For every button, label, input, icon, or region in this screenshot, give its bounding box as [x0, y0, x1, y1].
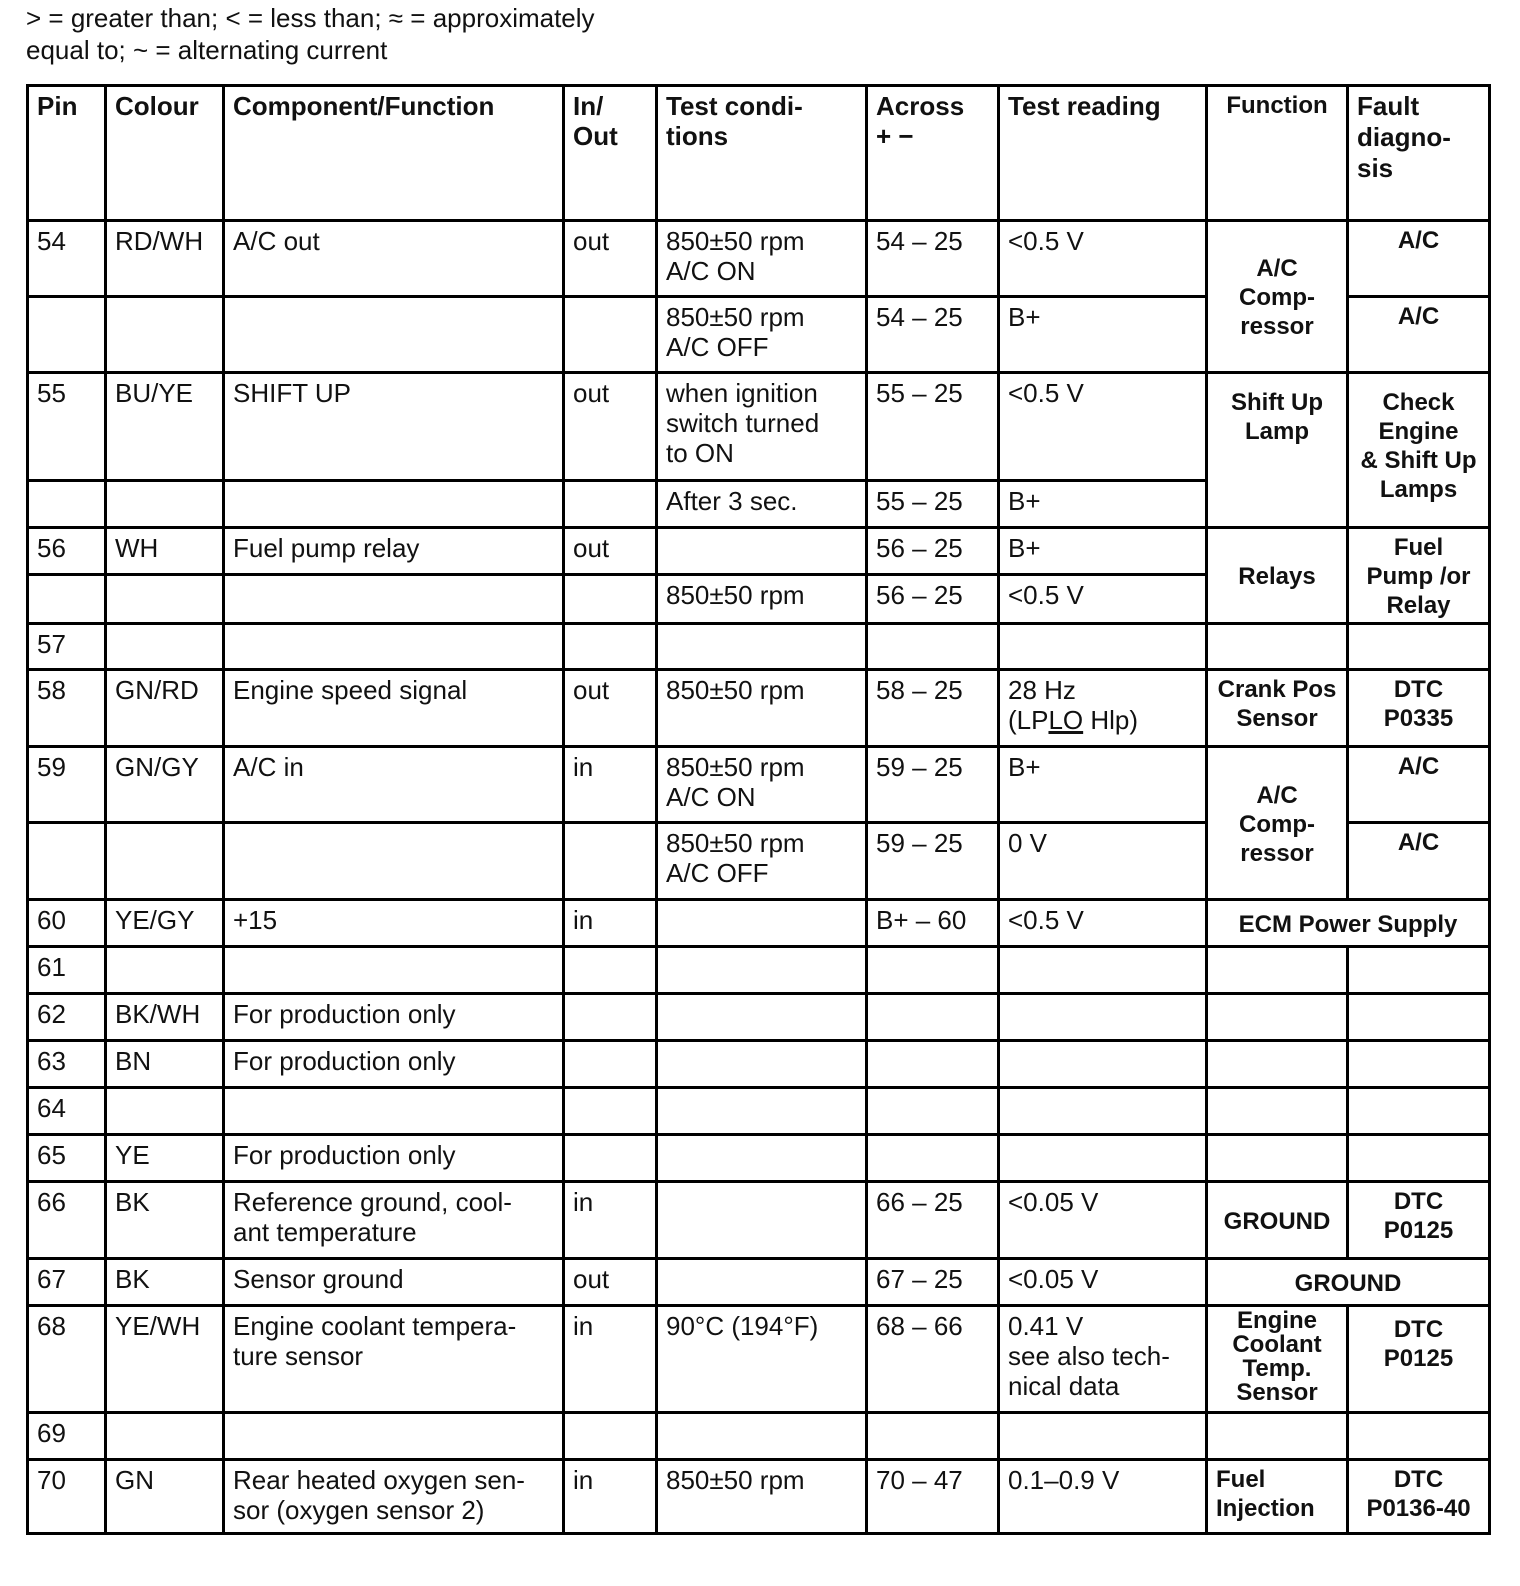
across-cell: [867, 994, 999, 1041]
reading-part-underlined: LO: [1048, 705, 1084, 735]
colour-cell: GN/GY: [106, 747, 224, 823]
inout-cell: out: [564, 670, 657, 747]
function-line: Engine: [1236, 1307, 1317, 1334]
table-row: [28, 670, 1490, 747]
colour-cell: GN: [106, 1460, 224, 1534]
component-cell: [224, 823, 564, 900]
conditions-cell: [657, 994, 867, 1041]
across-cell: 58 – 25: [867, 670, 999, 747]
reading-cell: [999, 1413, 1207, 1460]
fault-line: DTC: [1393, 676, 1444, 703]
pin-cell: 62: [28, 994, 106, 1041]
fault-cell: [1348, 1182, 1490, 1259]
fault-line: Lamps: [1379, 476, 1458, 503]
colour-cell: YE: [106, 1135, 224, 1182]
fault-cell: [1348, 1088, 1490, 1135]
component-cell: For production only: [224, 994, 564, 1041]
fault-cell: [1348, 373, 1490, 528]
pin-cell: 54: [28, 221, 106, 297]
function-cell: [1207, 994, 1348, 1041]
colour-cell: [106, 947, 224, 994]
fault-line: DTC: [1393, 1188, 1444, 1215]
function-cell: [1207, 747, 1348, 900]
table-row: [28, 747, 1490, 823]
colour-cell: BK: [106, 1259, 224, 1306]
fault-line: DTC: [1393, 1316, 1444, 1343]
inout-cell: [564, 1135, 657, 1182]
colour-cell: BK/WH: [106, 994, 224, 1041]
fault-cell: [1348, 947, 1490, 994]
fault-cell: A/C: [1348, 221, 1490, 297]
reading-cell: [999, 1135, 1207, 1182]
pin-cell: [28, 575, 106, 624]
function-line: Comp-: [1239, 810, 1315, 838]
across-cell: 56 – 25: [867, 575, 999, 624]
component-cell: [224, 1306, 564, 1413]
reading-cell: [999, 1306, 1207, 1413]
fault-cell: [1348, 624, 1490, 670]
header-function: Function: [1207, 86, 1348, 221]
component-cell: SHIFT UP: [224, 373, 564, 481]
inout-cell: [564, 575, 657, 624]
across-cell: 70 – 47: [867, 1460, 999, 1534]
conditions-line: switch turned: [666, 408, 820, 438]
conditions-cell: [657, 1088, 867, 1135]
conditions-cell: [657, 1135, 867, 1182]
header-pin: Pin: [28, 86, 106, 221]
conditions-line: A/C ON: [666, 256, 756, 286]
inout-cell: in: [564, 1460, 657, 1534]
reading-line: [1008, 705, 1197, 735]
function-line: Crank Pos: [1217, 676, 1337, 703]
conditions-cell: [657, 947, 867, 994]
function-line: ressor: [1240, 839, 1314, 867]
conditions-line: 850±50 rpm: [666, 752, 805, 782]
colour-cell: [106, 823, 224, 900]
conditions-cell: [657, 823, 867, 900]
across-cell: 68 – 66: [867, 1306, 999, 1413]
reading-cell: 0.1–0.9 V: [999, 1460, 1207, 1534]
across-cell: 59 – 25: [867, 747, 999, 823]
fault-cell: A/C: [1348, 297, 1490, 373]
table-row: [28, 1135, 1490, 1182]
conditions-cell: 90°C (194°F): [657, 1306, 867, 1413]
pin-cell: [28, 297, 106, 373]
function-line: Sensor: [1236, 1379, 1318, 1406]
function-cell: [1207, 1088, 1348, 1135]
colour-cell: [106, 1088, 224, 1135]
colour-cell: WH: [106, 528, 224, 575]
inout-cell: [564, 481, 657, 528]
inout-cell: in: [564, 747, 657, 823]
pin-cell: [28, 481, 106, 528]
component-cell: +15: [224, 900, 564, 947]
inout-cell: out: [564, 1259, 657, 1306]
fault-cell: [1348, 1306, 1490, 1413]
across-cell: 67 – 25: [867, 1259, 999, 1306]
component-cell: A/C out: [224, 221, 564, 297]
table-row: [28, 994, 1490, 1041]
across-cell: B+ – 60: [867, 900, 999, 947]
colour-cell: RD/WH: [106, 221, 224, 297]
colour-cell: BU/YE: [106, 373, 224, 481]
inout-cell: [564, 947, 657, 994]
table-row: [28, 528, 1490, 575]
fault-cell: [1348, 1041, 1490, 1088]
function-line: Lamp: [1244, 418, 1309, 445]
conditions-cell: [657, 1413, 867, 1460]
reading-cell: [999, 670, 1207, 747]
reading-cell: <0.5 V: [999, 221, 1207, 297]
component-line: Engine coolant tempera-: [233, 1311, 517, 1341]
function-cell: [1207, 1306, 1348, 1413]
component-cell: A/C in: [224, 747, 564, 823]
fault-line: P0125: [1383, 1345, 1454, 1372]
function-cell: [1207, 1041, 1348, 1088]
reading-line: see also tech-: [1008, 1341, 1170, 1371]
reading-cell: B+: [999, 481, 1207, 528]
conditions-cell: 850±50 rpm: [657, 670, 867, 747]
conditions-line: to ON: [666, 438, 734, 468]
colour-cell: BK: [106, 1182, 224, 1259]
colour-cell: [106, 297, 224, 373]
function-line: A/C: [1256, 781, 1298, 809]
pin-cell: 68: [28, 1306, 106, 1413]
component-cell: Engine speed signal: [224, 670, 564, 747]
pin-cell: 67: [28, 1259, 106, 1306]
reading-cell: [999, 994, 1207, 1041]
function-cell: [1207, 1413, 1348, 1460]
reading-line: nical data: [1008, 1371, 1120, 1401]
colour-cell: YE/GY: [106, 900, 224, 947]
component-cell: [224, 481, 564, 528]
inout-cell: in: [564, 1306, 657, 1413]
table-row: [28, 1413, 1490, 1460]
component-cell: [224, 1182, 564, 1259]
function-cell: [1207, 670, 1348, 747]
function-cell: [1207, 528, 1348, 624]
reading-cell: [999, 1088, 1207, 1135]
component-cell: Fuel pump relay: [224, 528, 564, 575]
fault-line: DTC: [1393, 1466, 1444, 1493]
inout-cell: [564, 297, 657, 373]
reading-cell: <0.5 V: [999, 575, 1207, 624]
header-colour: Colour: [106, 86, 224, 221]
reading-line: 28 Hz: [1008, 675, 1076, 705]
inout-cell: out: [564, 528, 657, 575]
across-cell: 55 – 25: [867, 373, 999, 481]
across-cell: [867, 1135, 999, 1182]
function-cell: [1207, 624, 1348, 670]
conditions-cell: [657, 900, 867, 947]
header-fault: Fault diagno- sis: [1348, 86, 1490, 221]
inout-cell: in: [564, 1182, 657, 1259]
table-row: [28, 900, 1490, 947]
pin-cell: 55: [28, 373, 106, 481]
across-cell: 54 – 25: [867, 221, 999, 297]
pin-cell: 58: [28, 670, 106, 747]
header-inout: In/ Out: [564, 86, 657, 221]
conditions-cell: [657, 1041, 867, 1088]
table-row: [28, 1182, 1490, 1259]
table-row: [28, 1259, 1490, 1306]
function-line: Shift Up: [1231, 389, 1323, 416]
fault-cell: [1348, 1413, 1490, 1460]
conditions-line: A/C OFF: [666, 332, 769, 362]
across-cell: 59 – 25: [867, 823, 999, 900]
pin-cell: 70: [28, 1460, 106, 1534]
across-cell: 56 – 25: [867, 528, 999, 575]
header-test-conditions: Test condi- tions: [657, 86, 867, 221]
fault-line: P0136-40: [1366, 1495, 1471, 1522]
fault-cell: [1348, 1460, 1490, 1534]
component-cell: [224, 297, 564, 373]
table-row: [28, 373, 1490, 481]
across-cell: [867, 1413, 999, 1460]
header-row: [28, 86, 1490, 221]
header-component: Component/Function: [224, 86, 564, 221]
across-cell: [867, 624, 999, 670]
colour-cell: YE/WH: [106, 1306, 224, 1413]
pin-cell: 60: [28, 900, 106, 947]
pin-test-table: [26, 84, 1491, 1535]
colour-cell: [106, 624, 224, 670]
conditions-cell: [657, 1182, 867, 1259]
fault-cell: [1348, 1135, 1490, 1182]
function-cell: [1207, 1135, 1348, 1182]
colour-cell: [106, 481, 224, 528]
function-cell: [1207, 1460, 1348, 1534]
component-cell: For production only: [224, 1041, 564, 1088]
colour-cell: GN/RD: [106, 670, 224, 747]
fault-line: Fuel: [1393, 534, 1444, 561]
inout-cell: [564, 823, 657, 900]
component-line: ant temperature: [233, 1217, 417, 1247]
component-cell: [224, 1413, 564, 1460]
across-cell: 54 – 25: [867, 297, 999, 373]
fault-line: & Shift Up: [1360, 447, 1477, 474]
function-cell: GROUND: [1207, 1182, 1348, 1259]
conditions-cell: 850±50 rpm: [657, 1460, 867, 1534]
pin-cell: 63: [28, 1041, 106, 1088]
function-line: Coolant: [1232, 1331, 1322, 1358]
across-cell: [867, 947, 999, 994]
pin-cell: [28, 823, 106, 900]
function-line: Comp-: [1239, 284, 1315, 311]
table-row: [28, 1306, 1490, 1413]
component-cell: [224, 624, 564, 670]
fault-line: Relay: [1386, 592, 1451, 619]
reading-part: Hlp): [1083, 705, 1139, 735]
pin-cell: 61: [28, 947, 106, 994]
component-cell: [224, 1460, 564, 1534]
function-cell: ECM Power Supply: [1207, 900, 1490, 947]
pin-cell: 57: [28, 624, 106, 670]
component-cell: [224, 575, 564, 624]
conditions-line: 850±50 rpm: [666, 226, 805, 256]
pin-cell: 64: [28, 1088, 106, 1135]
reading-cell: [999, 624, 1207, 670]
conditions-line: 850±50 rpm: [666, 828, 805, 858]
component-line: Reference ground, cool-: [233, 1187, 512, 1217]
function-cell: [1207, 221, 1348, 373]
function-line: Injection: [1216, 1495, 1315, 1522]
function-line: Temp.: [1242, 1355, 1312, 1382]
component-cell: [224, 1088, 564, 1135]
reading-cell: <0.5 V: [999, 900, 1207, 947]
conditions-cell: [657, 221, 867, 297]
component-cell: [224, 947, 564, 994]
across-cell: 55 – 25: [867, 481, 999, 528]
fault-line: Engine: [1378, 418, 1459, 445]
pin-cell: 59: [28, 747, 106, 823]
reading-cell: B+: [999, 297, 1207, 373]
colour-cell: [106, 575, 224, 624]
fault-cell: A/C: [1348, 823, 1490, 900]
table-row: [28, 624, 1490, 670]
function-line: ressor: [1240, 313, 1314, 340]
conditions-line: when ignition: [666, 378, 818, 408]
fault-line: P0335: [1383, 705, 1454, 732]
conditions-line: A/C OFF: [666, 858, 769, 888]
reading-cell: <0.05 V: [999, 1259, 1207, 1306]
conditions-cell: [657, 1259, 867, 1306]
legend-line-2: equal to; ~ = alternating current: [26, 35, 388, 65]
table-row: [28, 947, 1490, 994]
conditions-cell: [657, 373, 867, 481]
conditions-cell: [657, 297, 867, 373]
colour-cell: BN: [106, 1041, 224, 1088]
inout-cell: [564, 994, 657, 1041]
component-line: ture sensor: [233, 1341, 364, 1371]
pin-cell: 69: [28, 1413, 106, 1460]
component-cell: For production only: [224, 1135, 564, 1182]
function-line: Fuel: [1216, 1466, 1266, 1493]
across-cell: [867, 1088, 999, 1135]
across-cell: 66 – 25: [867, 1182, 999, 1259]
pin-cell: 56: [28, 528, 106, 575]
conditions-cell: 850±50 rpm: [657, 575, 867, 624]
reading-cell: 0 V: [999, 823, 1207, 900]
inout-cell: in: [564, 900, 657, 947]
inout-cell: out: [564, 373, 657, 481]
header-test-reading: Test reading: [999, 86, 1207, 221]
fault-cell: A/C: [1348, 747, 1490, 823]
conditions-cell: [657, 747, 867, 823]
function-cell: [1207, 373, 1348, 528]
across-cell: [867, 1041, 999, 1088]
component-cell: Sensor ground: [224, 1259, 564, 1306]
fault-line: Pump /or: [1366, 563, 1471, 590]
inout-cell: [564, 624, 657, 670]
legend-line-1: > = greater than; < = less than; ≈ = approximately: [26, 3, 595, 33]
component-line: sor (oxygen sensor 2): [233, 1495, 485, 1525]
conditions-cell: [657, 624, 867, 670]
inout-cell: out: [564, 221, 657, 297]
reading-cell: B+: [999, 747, 1207, 823]
conditions-line: 850±50 rpm: [666, 302, 805, 332]
table-row: [28, 1088, 1490, 1135]
legend: [26, 2, 595, 66]
fault-line: Check: [1382, 389, 1455, 416]
function-line: A/C: [1256, 255, 1298, 282]
pin-cell: 66: [28, 1182, 106, 1259]
function-cell: GROUND: [1207, 1259, 1490, 1306]
reading-part: (LP: [1008, 705, 1049, 735]
conditions-line: A/C ON: [666, 782, 756, 812]
reading-cell: [999, 1041, 1207, 1088]
reading-cell: <0.05 V: [999, 1182, 1207, 1259]
table-row: [28, 1041, 1490, 1088]
reading-cell: B+: [999, 528, 1207, 575]
header-across: Across + −: [867, 86, 999, 221]
fault-cell: [1348, 528, 1490, 624]
component-line: Rear heated oxygen sen-: [233, 1465, 525, 1495]
table-row: [28, 221, 1490, 297]
function-line: Relays: [1238, 563, 1316, 590]
pin-cell: 65: [28, 1135, 106, 1182]
conditions-cell: After 3 sec.: [657, 481, 867, 528]
table-row: [28, 1460, 1490, 1534]
function-cell: [1207, 947, 1348, 994]
inout-cell: [564, 1088, 657, 1135]
conditions-cell: [657, 528, 867, 575]
fault-line: P0125: [1383, 1217, 1454, 1244]
colour-cell: [106, 1413, 224, 1460]
fault-cell: [1348, 994, 1490, 1041]
reading-line: 0.41 V: [1008, 1311, 1084, 1341]
inout-cell: [564, 1413, 657, 1460]
function-line: Sensor: [1236, 705, 1318, 732]
inout-cell: [564, 1041, 657, 1088]
fault-cell: [1348, 670, 1490, 747]
reading-cell: <0.5 V: [999, 373, 1207, 481]
reading-cell: [999, 947, 1207, 994]
